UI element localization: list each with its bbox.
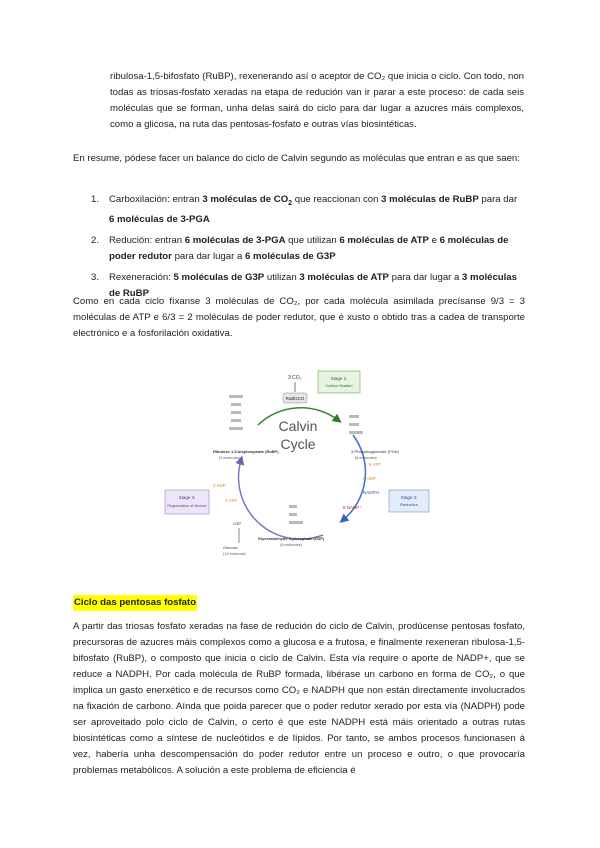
atp6-label: 6 ATP <box>369 462 381 467</box>
pentose-paragraph: A partir das triosas fosfato xeradas na fase de redución do ciclo de Calvin, prodúcense pentosas fosfato, precursoras de azucres máis complexos como a glucosa e a frutosa, e finalmente rexeneran ribulosa-1,5-bifosfato (RuBP), o composto que inicia o ciclo de Calvin. Esta vía require o aporte de NADP+, que se reduce a NADPH. Por cada molécula de RuBP formada, libérase un carbono en forma de CO₂, o que implica un gasto enerxético e de recursos como CO₂ e NADPH que non están directamente involucrados na fixación de carbono. Aínda que poida parecer que o poder redutor xerado por esta vía (NADPH) pode ser aproveitado polo ciclo de Calvin, o certo é que este NADPH está máis orientado a outras rutas biosintéticas como a síntese de nucleótidos e de lípidos. Por tanto, se ambos procesos funcionasen á vez, habería unha descompensación do poder redutor entre un proceso e outro, o que provocaría problemas metabólicos. A solución a este problema de eficiencia é <box>73 621 525 776</box>
nadph-label: NADPH <box>363 490 379 495</box>
stage2-title: Stage 2: <box>400 495 418 500</box>
g3p-out-label: G3P <box>233 521 242 526</box>
rubisco-label: RuBisCO <box>285 396 305 401</box>
stage3-title: Stage 3: <box>178 495 196 500</box>
glucose-label: Glucose <box>223 545 238 550</box>
summary-paragraph: En resume, pódese facer un balance do ciclo de Calvin segundo as moléculas que entran e as que saen: <box>73 153 520 164</box>
pga-label: 3-Phosphoglycerate (PGA) <box>351 449 399 454</box>
adp3-label: 3 ADP <box>213 483 226 488</box>
list-item: 3. Rexeneración: 5 moléculas de G3P utilizan 3 moléculas de ATP para dar lugar a 3 moléculas de RuBP <box>91 271 517 299</box>
stage1-sub: Carbon fixation <box>325 383 353 388</box>
pga-molecule-stack <box>349 415 363 434</box>
calvin-cycle-svg <box>163 365 433 561</box>
calvin-balance-list <box>73 192 525 307</box>
calvin-cycle-diagram <box>163 365 433 561</box>
stage1-title: Stage 1: <box>330 376 348 381</box>
center-label-1: Calvin <box>278 418 318 434</box>
ratio-paragraph: Como en cada ciclo fíxanse 3 moléculas de CO₂, por cada molécula asimilada precísanse 9/3 = 3 moléculas de ATP e 6/3 = 2 moléculas de poder redutor, que é xusto o obtido tras a cadea de transporte electrónico e a fosforilación oxidativa. <box>73 296 525 339</box>
stage3-box <box>165 490 209 514</box>
co2-label: 3 CO₂ <box>288 375 302 381</box>
g3p-label: Glyceraldehyde 3-phosphate (G3P) <box>257 536 325 541</box>
rubp-count: (3 molecules) <box>219 456 241 460</box>
intro-paragraph: ribulosa-1,5-bifosfato (RuBP), rexenerando así o aceptor de CO₂ que inicia o ciclo. Con todo, non todas as triosas-fosfato xeradas na etapa de redución van ir parar a este proceso: de cada seis moléculas que se forman, unha delas sairá do ciclo para dar lugar a azucres máis complexos, como a glicosa, na ruta das pentosas-fosfato e outras vías biosintéticas. <box>110 71 524 130</box>
rubp-molecule-stack <box>229 395 243 430</box>
section-heading: Ciclo das pentosas fosfato <box>73 595 197 611</box>
rubp-label: Ribulose 1,5-bisphosphate (RuBP) <box>213 449 279 454</box>
list-item: 1. Carboxilación: entran 3 moléculas de $CO_2$ que reaccionan con 3 moléculas de RuBP para dar 6 moléculas de 3-PGA <box>91 194 518 225</box>
center-label-2: Cycle <box>280 436 316 452</box>
nadp-label: 6 NADP⁺ <box>343 505 362 510</box>
atp3-label: 3 ATP <box>225 498 237 503</box>
stage1-box <box>318 371 360 393</box>
list-item: 2. Redución: entran 6 moléculas de 3-PGA que utilizan 6 moléculas de ATP e 6 moléculas de poder redutor para dar lugar a 6 moléculas de G3P <box>91 234 509 262</box>
stage3-sub: Regeneration of ribulose <box>167 504 207 508</box>
pga-count: (6 molecules) <box>355 456 377 460</box>
g3p-count: (6 molecules) <box>280 543 302 547</box>
regeneration-arc <box>239 460 323 539</box>
glucose-sub: (1/2 molecule) <box>223 552 246 556</box>
stage2-box <box>389 490 429 512</box>
adp6-label: 6 ADP <box>363 476 376 481</box>
g3p-molecule-stack <box>289 505 303 524</box>
stage2-sub: Reduction <box>399 502 419 507</box>
